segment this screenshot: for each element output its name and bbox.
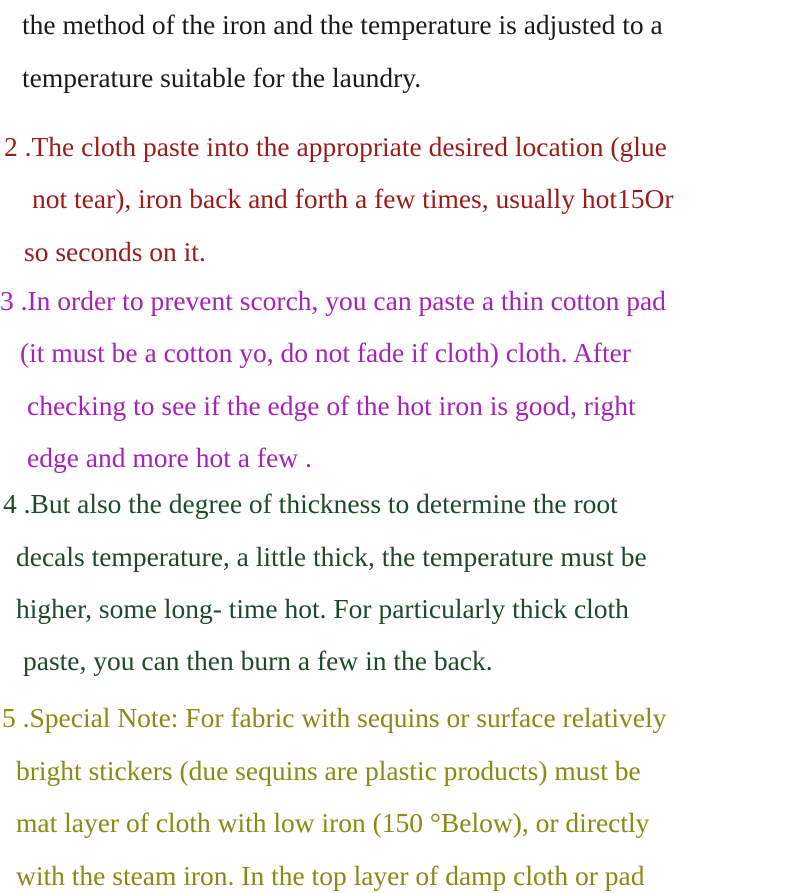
paragraph-1-line-2: temperature suitable for the laundry. — [22, 62, 422, 93]
step-3-line-4: edge and more hot a few . — [27, 442, 312, 473]
step-2-line-2: not tear), iron back and forth a few times, usually hot15Or — [32, 183, 674, 214]
step-5-line-1: 5 .Special Note: For fabric with sequins or surface relatively — [2, 702, 667, 733]
step-2-line-3: so seconds on it. — [24, 236, 206, 267]
step-5-line-4: with the steam iron. In the top layer of damp cloth or pad — [16, 860, 645, 891]
step-3-line-1: 3 .In order to prevent scorch, you can paste a thin cotton pad — [0, 285, 666, 316]
step-5-line-3: mat layer of cloth with low iron (150 °Below), or directly — [16, 807, 650, 838]
step-4-line-2: decals temperature, a little thick, the temperature must be — [16, 541, 647, 572]
step-5-line-2: bright stickers (due sequins are plastic products) must be — [16, 755, 641, 786]
step-2-line-1: 2 .The cloth paste into the appropriate desired location (glue — [4, 131, 667, 162]
step-3-line-3: checking to see if the edge of the hot iron is good, right — [27, 390, 636, 421]
step-3-line-2: (it must be a cotton yo, do not fade if cloth) cloth. After — [20, 337, 631, 368]
step-4-line-4: paste, you can then burn a few in the back. — [23, 645, 493, 676]
step-4-line-3: higher, some long- time hot. For particularly thick cloth — [16, 593, 629, 624]
step-4-line-1: 4 .But also the degree of thickness to determine the root — [3, 488, 618, 519]
paragraph-1-line-1: the method of the iron and the temperature is adjusted to a — [22, 9, 663, 40]
